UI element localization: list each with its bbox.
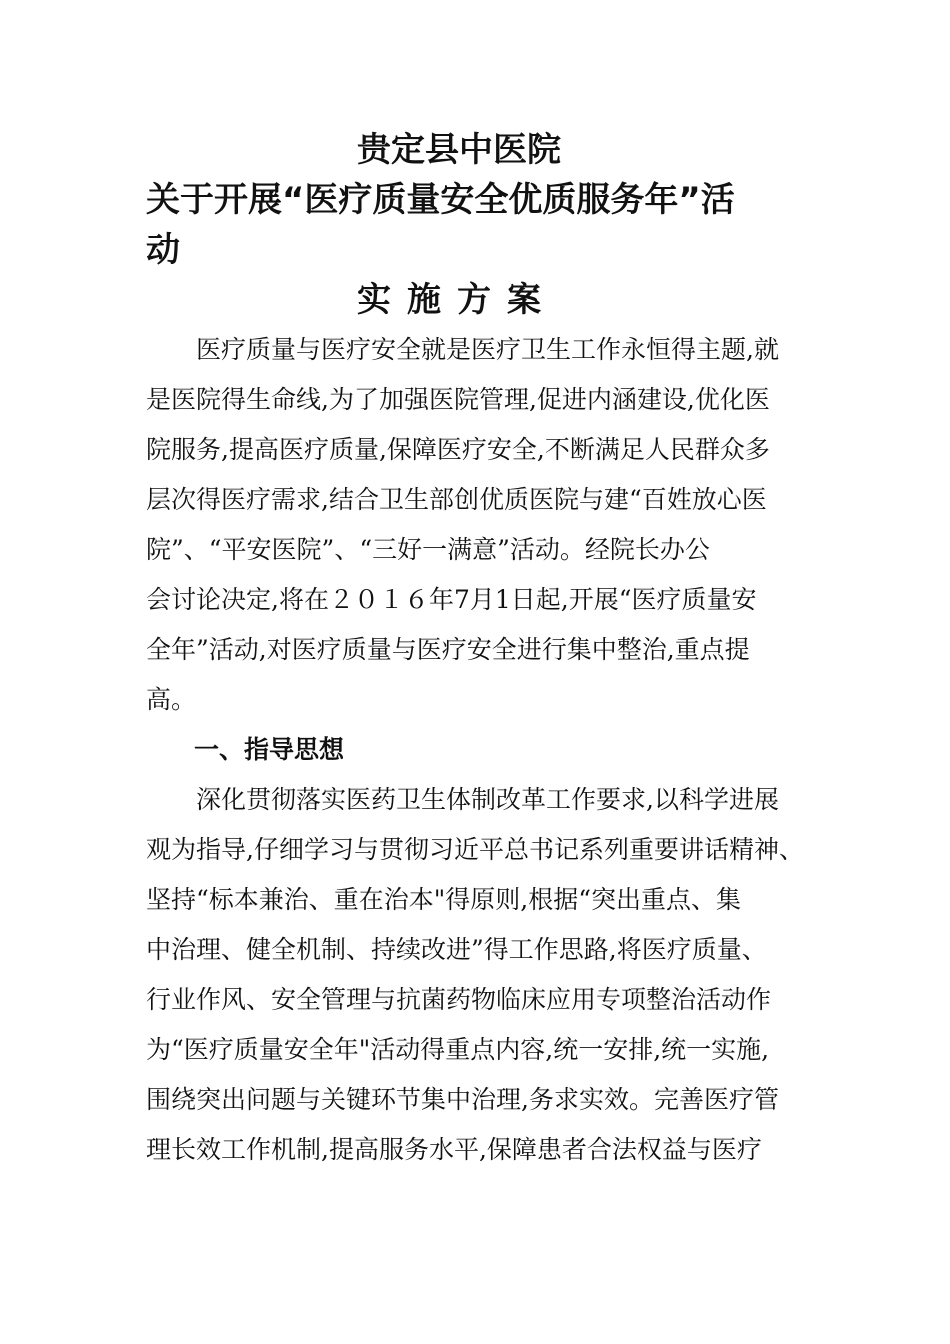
title-hospital-name: 贵定县中医院 [357, 130, 561, 170]
section1-line: 观为指导,仔细学习与贯彻习近平总书记系列重要讲话精神、 [146, 835, 804, 864]
intro-line: 院”、“平安医院”、“三好一满意”活动。经院长办公 [146, 535, 710, 564]
title-activity-line-continued: 动 [146, 230, 180, 270]
intro-line: 高。 [146, 685, 197, 714]
section1-line: 深化贯彻落实医药卫生体制改革工作要求,以科学进展 [146, 785, 779, 814]
section1-line: 理长效工作机制,提高服务水平,保障患者合法权益与医疗 [146, 1135, 762, 1164]
intro-line: 院服务,提高医疗质量,保障医疗安全,不断满足人民群众多 [146, 435, 770, 464]
section1-line: 围绕突出问题与关键环节集中治理,务求实效。完善医疗管 [146, 1085, 779, 1114]
section1-line: 中治理、健全机制、持续改进”得工作思路,将医疗质量、 [146, 935, 767, 964]
section1-line: 坚持“标本兼治、重在治本"得原则,根据“突出重点、集 [146, 885, 742, 914]
section-heading-guiding-ideology: 一、指导思想 [194, 735, 345, 764]
title-activity-line: 关于开展“医疗质量安全优质服务年”活 [146, 180, 735, 220]
intro-line: 会讨论决定,将在２０１６年7月1日起,开展“医疗质量安 [146, 585, 757, 614]
section1-line: 为“医疗质量安全年"活动得重点内容,统一安排,统一实施, [146, 1035, 770, 1064]
intro-line: 医疗质量与医疗安全就是医疗卫生工作永恒得主题,就 [146, 335, 779, 364]
intro-line: 全年”活动,对医疗质量与医疗安全进行集中整治,重点提 [146, 635, 750, 664]
section1-line: 行业作风、安全管理与抗菌药物临床应用专项整治活动作 [146, 985, 772, 1014]
intro-line: 是医院得生命线,为了加强医院管理,促进内涵建设,优化医 [146, 385, 770, 414]
intro-line: 层次得医疗需求,结合卫生部创优质医院与建“百姓放心医 [146, 485, 767, 514]
title-implementation-plan: 实施方案 [357, 280, 557, 320]
